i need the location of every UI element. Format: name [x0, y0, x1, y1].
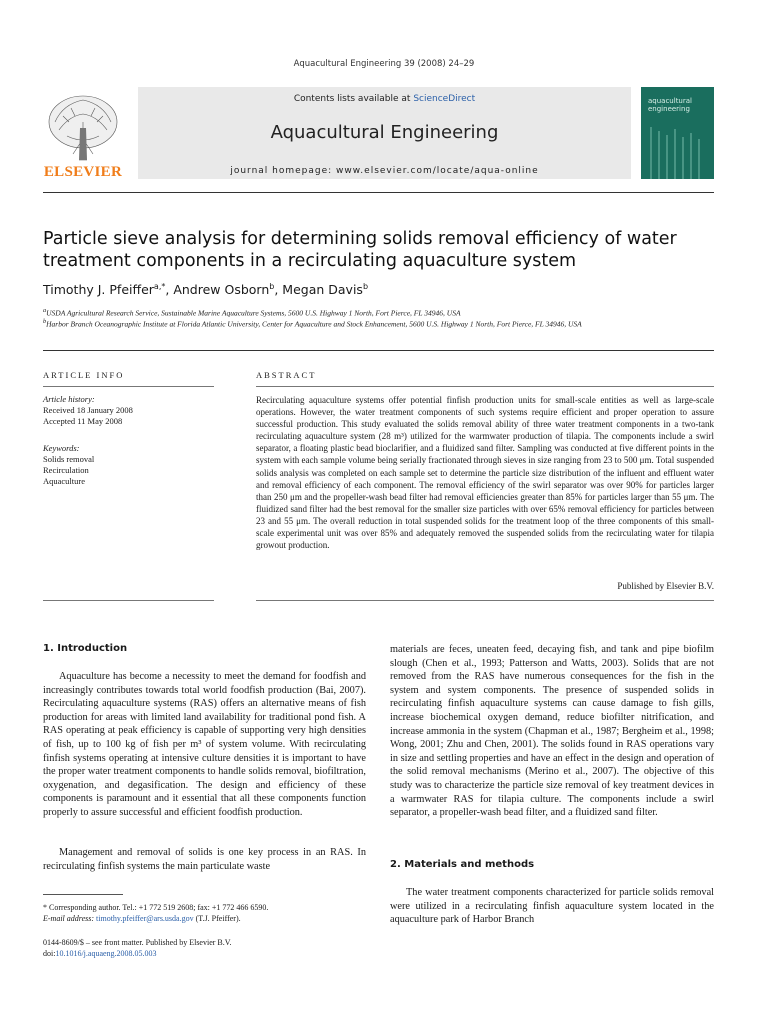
section-heading-introduction: 1. Introduction — [43, 643, 128, 654]
article-info-heading: ARTICLE INFO — [43, 370, 125, 380]
author-name[interactable]: Timothy J. Pfeiffer — [43, 282, 154, 298]
author-marks[interactable]: b — [269, 282, 275, 291]
author-email-note — [43, 914, 366, 925]
contents-availability — [138, 94, 631, 104]
author-marks[interactable]: b — [362, 282, 369, 291]
abstract-rule-bottom — [256, 600, 714, 601]
abstract-rule — [256, 386, 714, 387]
introduction-paragraph-continued: materials are feces, uneaten feed, decaying fish, and tank and pipe biofilm slough (Chen et al., 1993; Patterson and Watts, 2003). Solids that are not removed from the RAS have numerous consequences for the fish in the system and system components. The presence of suspended solids in recirculating finfish aquaculture systems can cause damage to fish gills, increase biochemical oxygen demand, reduce biofilter nitrification, and increase ammonia in the system (Chapman et al., 1987; Bergheim et al., 1998; Wong, 2001; Zhu and Chen, 2001). The solids found in RAS operations vary in size and settling properties and have an effect in the design and operation of the solid removal mechanisms (Merino et al., 2007). The objective of this study was to characterize the particle size removal of key treatment devices in a warmwater RAS for tilapia culture. The components include a swirl separator, a propeller-wash bead filter, and a fluidized sand filter. — [390, 644, 714, 819]
journal-cover-thumbnail — [641, 87, 714, 179]
affiliation-mark: a — [43, 307, 47, 314]
author-name[interactable]: Andrew Osborn — [173, 282, 270, 298]
sciencedirect-link[interactable]: ScienceDirect — [413, 94, 476, 104]
cover-title: aquacultural engineering — [648, 97, 692, 113]
doi-label: doi: — [43, 949, 56, 958]
article-info-rule — [43, 386, 214, 387]
methods-paragraph: The water treatment components characterized for particle solids removal were utilized in a recirculating finfish aquaculture system located in the aquaculture park of Harbor Branch — [390, 887, 714, 926]
email-suffix: (T.J. Pfeiffer). — [193, 914, 241, 923]
cover-graphic — [641, 127, 714, 179]
title-divider — [43, 350, 714, 351]
author-name[interactable]: Megan Davis — [282, 282, 363, 298]
affiliation-b — [43, 317, 623, 330]
journal-homepage[interactable]: journal homepage: www.elsevier.com/locate/aqua-online — [230, 166, 539, 176]
received-date: Received 18 January 2008 — [43, 405, 133, 415]
abstract-heading: ABSTRACT — [256, 370, 317, 380]
footnote-divider — [43, 894, 123, 895]
author-marks[interactable]: a,* — [153, 282, 166, 291]
article-info-rule-bottom — [43, 600, 214, 601]
journal-reference: Aquacultural Engineering 39 (2008) 24–29 — [293, 59, 475, 69]
doi-line — [43, 949, 366, 960]
affiliation-text: Harbor Branch Oceanographic Institute at Florida Atlantic University, Center for Aquaculture and Stock Enhancement, 5600 U.S. Highway 1 North, Fort Pierce, FL 34946, USA — [46, 319, 582, 329]
keyword: Recirculation — [43, 465, 89, 475]
keyword: Solids removal — [43, 454, 95, 464]
header-divider — [43, 192, 714, 193]
history-label: Article history: — [43, 394, 95, 404]
article-title: Particle sieve analysis for determining solids removal efficiency of water treatment components in a recirculating aquaculture system — [43, 229, 677, 271]
elsevier-wordmark: ELSEVIER — [43, 164, 123, 180]
publisher-note: Published by Elsevier B.V. — [617, 581, 714, 591]
introduction-paragraph: Management and removal of solids is one key process in an RAS. In recirculating finfish systems the main particulate waste — [43, 847, 366, 872]
journal-title: Aquacultural Engineering — [270, 122, 499, 143]
accepted-date: Accepted 11 May 2008 — [43, 416, 123, 426]
doi-link[interactable]: 10.1016/j.aquaeng.2008.05.003 — [55, 949, 157, 958]
corresponding-author-note: * Corresponding author. Tel.: +1 772 519 2608; fax: +1 772 466 6590. — [43, 903, 269, 912]
keywords-label: Keywords: — [43, 443, 80, 453]
email-link[interactable]: timothy.pfeiffer@ars.usda.gov — [96, 914, 194, 923]
abstract-text: Recirculating aquaculture systems offer potential finfish production units for small-scale entities as well as large-scale operations. However, the water treatment components of such systems require efficient and proper operation to assure successful production. This study evaluated the solids removal ability of three water treatment components in a two-tank recirculating aquaculture system (28 m³) utilized for the warmwater production of tilapia. The components include a swirl separator, a floating plastic bead bioclarifier, and a fluidized sand filter. Sampling was conducted at five different points in the system with each sample volume being serially fractionated through sieves in size ranging from 23 to 500 μm. Total suspended solids analysis was completed on each sample set to determine the particle size distribution of the influent and effluent water and removal efficiency of each component. The removal efficiency of the swirl separator was over 90% for particles larger than 250 μm and the propeller-wash bead filter had removal efficiencies greater than 85% for particles larger than 55 μm. The fluidized sand filter had the best removal for the smaller size particles with over 65% removal efficiency for particles between 23 and 55 μm. The overall reduction in total suspended solids for the treatment loop of the three components of this small-scale experimental unit was over 85% and adequately removed the suspended solids from the recirculating water for tilapia growout production. — [256, 395, 714, 551]
front-matter-note: 0144-8609/$ – see front matter. Published by Elsevier B.V. — [43, 938, 232, 947]
article-history — [43, 394, 214, 427]
keyword: Aquaculture — [43, 476, 86, 486]
keywords — [43, 443, 214, 487]
introduction-paragraph: Aquaculture has become a necessity to meet the demand for foodfish and increasingly contributes towards total world foodfish production (Bai, 2007). Recirculating aquaculture systems (RAS) offers an alternative means of fish production for areas with limited land availability for traditional pond fish. A RAS operating at peak efficiency is capable of supporting very high densities of fish, up to 100 kg of fish per m³ of system volume. With recirculating finfish systems operating at intensive culture densities it is important to have the proper water treatment components to handle solids removal, biofiltration, oxygenation, and degasification. The design and efficiency of these components is paramount and it essential that all these components function properly to assure successful and efficient foodfish production. — [43, 671, 366, 818]
author-list: Timothy J. Pfeiffer$^{a,*}$, Andrew Osborn$^b$, Megan Davis$^b$ — [43, 282, 369, 298]
email-label: E-mail address: — [43, 914, 97, 923]
affiliation-text: USDA Agricultural Research Service, Sustainable Marine Aquaculture Systems, 5600 U.S. Highway 1 North, Fort Pierce, FL 34946, USA — [46, 308, 461, 318]
contents-prefix: Contents lists available at — [293, 94, 414, 104]
affiliation-mark: b — [43, 318, 47, 325]
section-heading-methods: 2. Materials and methods — [390, 859, 535, 870]
